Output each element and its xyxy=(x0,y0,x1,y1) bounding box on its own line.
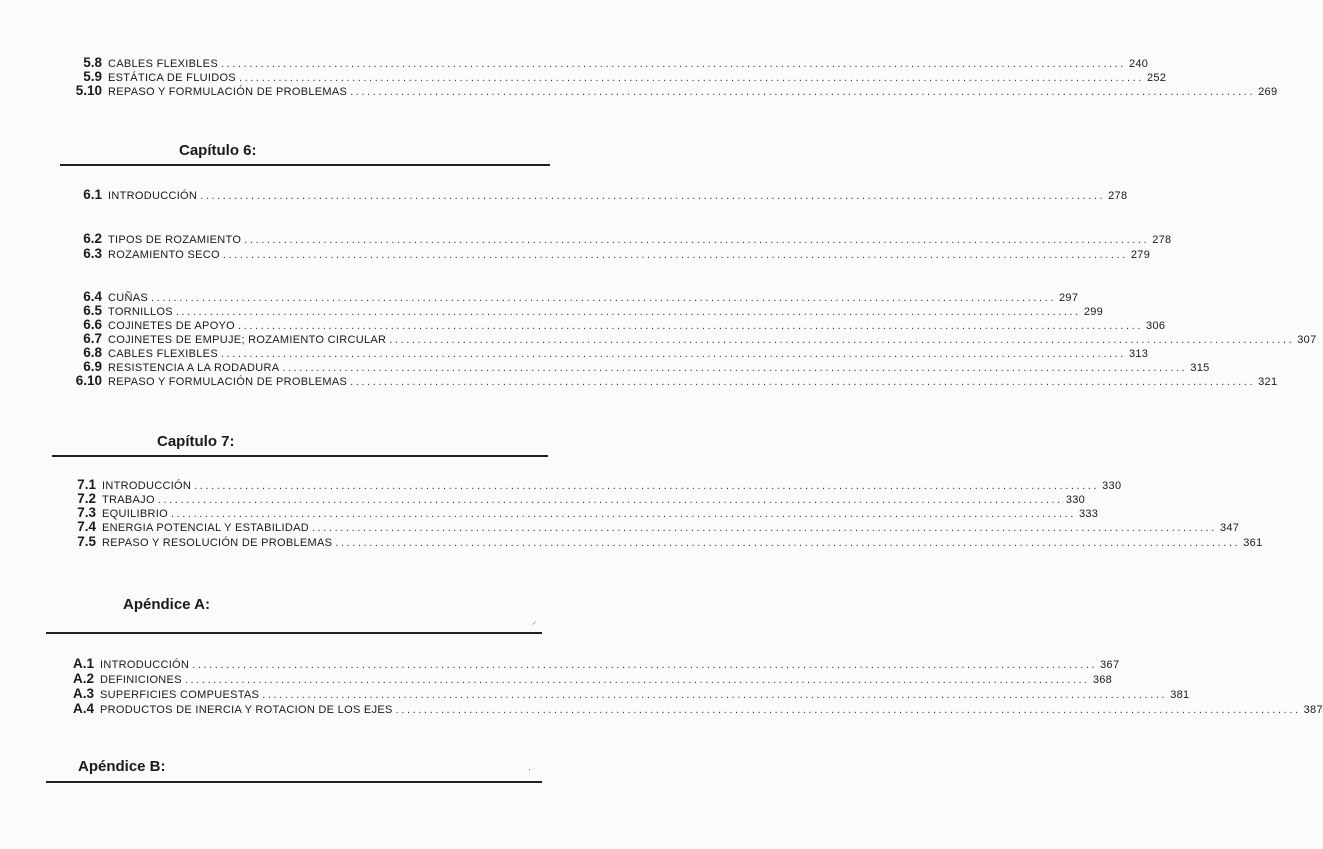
entry-number: 6.10 xyxy=(75,373,102,388)
entry-title: SUPERFICIES COMPUESTAS xyxy=(100,689,260,701)
entry-number: 6.5 xyxy=(83,303,102,318)
entry-page: 347 xyxy=(1219,522,1240,534)
entry-page: 368 xyxy=(1092,674,1113,686)
appendix-a-rule xyxy=(46,632,542,634)
leader-dots: ................................................................................................................................................................ xyxy=(200,190,1106,202)
leader-dots: ................................................................................................................................................................ xyxy=(238,72,1144,84)
entry-title: COJINETES DE APOYO xyxy=(108,320,236,332)
appendix-b-rule xyxy=(46,781,542,783)
entry-title: INTRODUCCIÓN xyxy=(100,659,190,671)
entry-page: 278 xyxy=(1152,234,1172,246)
leader-dots: ................................................................................................................................................................ xyxy=(282,362,1188,374)
entry-title: TRABAJO xyxy=(102,494,155,506)
entry-number: A.2 xyxy=(72,671,94,686)
leader-dots: ................................................................................................................................................................ xyxy=(220,58,1126,70)
entry-title: COJINETES DE EMPUJE; ROZAMIENTO CIRCULAR xyxy=(108,334,387,346)
leader-dots: ................................................................................................................................................................ xyxy=(170,508,1076,520)
entry-number: 6.6 xyxy=(83,317,102,332)
chapter-7-heading: Capítulo 7: xyxy=(157,433,235,450)
entry-title: DEFINICIONES xyxy=(100,674,182,686)
entry-page: 269 xyxy=(1258,86,1278,98)
entry-page: 279 xyxy=(1130,249,1151,261)
toc-entry-7-5 xyxy=(46,534,1263,549)
leader-dots: ................................................................................................................................................................ xyxy=(350,86,1256,98)
entry-page: 330 xyxy=(1065,494,1086,506)
entry-page: 313 xyxy=(1128,348,1149,360)
entry-number: 7.2 xyxy=(77,491,96,506)
leader-dots: ................................................................................................................................................................ xyxy=(220,348,1126,360)
entry-number: 7.5 xyxy=(77,534,96,549)
toc-entry-6-8 xyxy=(46,345,1149,360)
entry-number: 6.4 xyxy=(83,289,102,304)
toc-entry-6-2 xyxy=(46,231,1172,246)
entry-number: 7.4 xyxy=(77,519,96,534)
toc-entry-7-3 xyxy=(46,505,1099,520)
entry-page: 361 xyxy=(1243,537,1263,549)
toc-entry-a-4 xyxy=(40,701,1323,716)
entry-page: 333 xyxy=(1078,508,1099,520)
entry-number: 6.8 xyxy=(83,345,102,360)
toc-entry-6-3 xyxy=(46,246,1151,261)
toc-entry-6-1 xyxy=(46,187,1128,202)
entry-title: CUÑAS xyxy=(108,292,149,304)
leader-dots: ................................................................................................................................................................ xyxy=(184,674,1090,686)
toc-entry-7-2 xyxy=(46,491,1086,506)
leader-dots: ................................................................................................................................................................ xyxy=(244,234,1150,246)
leader-dots: ................................................................................................................................................................ xyxy=(194,480,1100,492)
entry-page: 387 xyxy=(1303,704,1323,716)
toc-entry-6-9 xyxy=(46,359,1210,374)
entry-title: INTRODUCCIÓN xyxy=(108,190,198,202)
leader-dots: ................................................................................................................................................................ xyxy=(350,376,1256,388)
scan-speck: ⸝ xyxy=(532,616,537,626)
entry-number: 5.8 xyxy=(83,55,102,70)
entry-page: 240 xyxy=(1128,58,1149,70)
entry-title: CABLES FLEXIBLES xyxy=(108,58,218,70)
entry-page: 306 xyxy=(1146,320,1166,332)
toc-entry-6-7 xyxy=(46,331,1317,346)
entry-page: 307 xyxy=(1297,334,1317,346)
entry-page: 278 xyxy=(1108,190,1128,202)
leader-dots: ................................................................................................................................................................ xyxy=(222,249,1128,261)
leader-dots: ................................................................................................................................................................ xyxy=(311,522,1217,534)
toc-entry-7-4 xyxy=(46,519,1240,534)
toc-entry-6-5 xyxy=(46,303,1104,318)
entry-title: REPASO Y FORMULACIÓN DE PROBLEMAS xyxy=(108,376,348,388)
leader-dots: ................................................................................................................................................................ xyxy=(175,306,1081,318)
entry-title: REPASO Y RESOLUCIÓN DE PROBLEMAS xyxy=(102,537,333,549)
entry-number: 6.2 xyxy=(83,231,102,246)
entry-title: ROZAMIENTO SECO xyxy=(108,249,220,261)
leader-dots: ................................................................................................................................................................ xyxy=(238,320,1144,332)
entry-number: 7.1 xyxy=(77,477,96,492)
toc-entry-a-1 xyxy=(40,656,1120,671)
entry-number: 6.3 xyxy=(83,246,102,261)
entry-page: 367 xyxy=(1100,659,1120,671)
chapter-7-rule xyxy=(52,455,548,457)
entry-title: INTRODUCCIÓN xyxy=(102,480,192,492)
entry-number: A.1 xyxy=(72,656,94,671)
toc-entry-5-8 xyxy=(46,55,1149,70)
entry-page: 321 xyxy=(1258,376,1278,388)
entry-page: 297 xyxy=(1059,292,1079,304)
toc-entry-6-10 xyxy=(46,373,1278,388)
leader-dots: ................................................................................................................................................................ xyxy=(157,494,1063,506)
scan-speck: · xyxy=(528,764,531,774)
entry-number: 6.7 xyxy=(83,331,102,346)
toc-entry-a-3 xyxy=(40,686,1190,701)
leader-dots: ................................................................................................................................................................ xyxy=(335,537,1241,549)
entry-page: 330 xyxy=(1102,480,1122,492)
entry-page: 299 xyxy=(1083,306,1104,318)
leader-dots: ................................................................................................................................................................ xyxy=(389,334,1295,346)
entry-page: 315 xyxy=(1190,362,1210,374)
leader-dots: ................................................................................................................................................................ xyxy=(151,292,1056,304)
entry-number: A.4 xyxy=(72,701,94,716)
entry-title: ENERGIA POTENCIAL Y ESTABILIDAD xyxy=(102,522,309,534)
chapter-6-heading: Capítulo 6: xyxy=(179,142,257,159)
leader-dots: ................................................................................................................................................................ xyxy=(262,689,1168,701)
toc-entry-6-6 xyxy=(46,317,1166,332)
entry-title: REPASO Y FORMULACIÓN DE PROBLEMAS xyxy=(108,86,348,98)
entry-title: TORNILLOS xyxy=(108,306,173,318)
entry-page: 252 xyxy=(1146,72,1167,84)
toc-entry-6-4 xyxy=(46,289,1079,304)
chapter-6-rule xyxy=(60,164,550,166)
toc-entry-5-10 xyxy=(46,83,1278,98)
entry-title: TIPOS DE ROZAMIENTO xyxy=(108,234,242,246)
entry-title: PRODUCTOS DE INERCIA Y ROTACION DE LOS EJES xyxy=(100,704,393,716)
entry-number: 5.9 xyxy=(83,69,102,84)
appendix-b-heading: Apéndice B: xyxy=(78,758,166,775)
entry-number: 5.10 xyxy=(75,83,102,98)
entry-number: 7.3 xyxy=(77,505,96,520)
leader-dots: ................................................................................................................................................................ xyxy=(192,659,1098,671)
leader-dots: ................................................................................................................................................................ xyxy=(395,704,1301,716)
toc-entry-5-9 xyxy=(46,69,1167,84)
toc-entry-7-1 xyxy=(46,477,1122,492)
toc-entry-a-2 xyxy=(40,671,1113,686)
entry-title: ESTÁTICA DE FLUIDOS xyxy=(108,72,236,84)
entry-number: 6.1 xyxy=(83,187,102,202)
entry-title: EQUILIBRIO xyxy=(102,508,168,520)
entry-number: A.3 xyxy=(72,686,94,701)
entry-page: 381 xyxy=(1170,689,1190,701)
entry-number: 6.9 xyxy=(83,359,102,374)
appendix-a-heading: Apéndice A: xyxy=(123,596,210,613)
entry-title: CABLES FLEXIBLES xyxy=(108,348,218,360)
entry-title: RESISTENCIA A LA RODADURA xyxy=(108,362,280,374)
